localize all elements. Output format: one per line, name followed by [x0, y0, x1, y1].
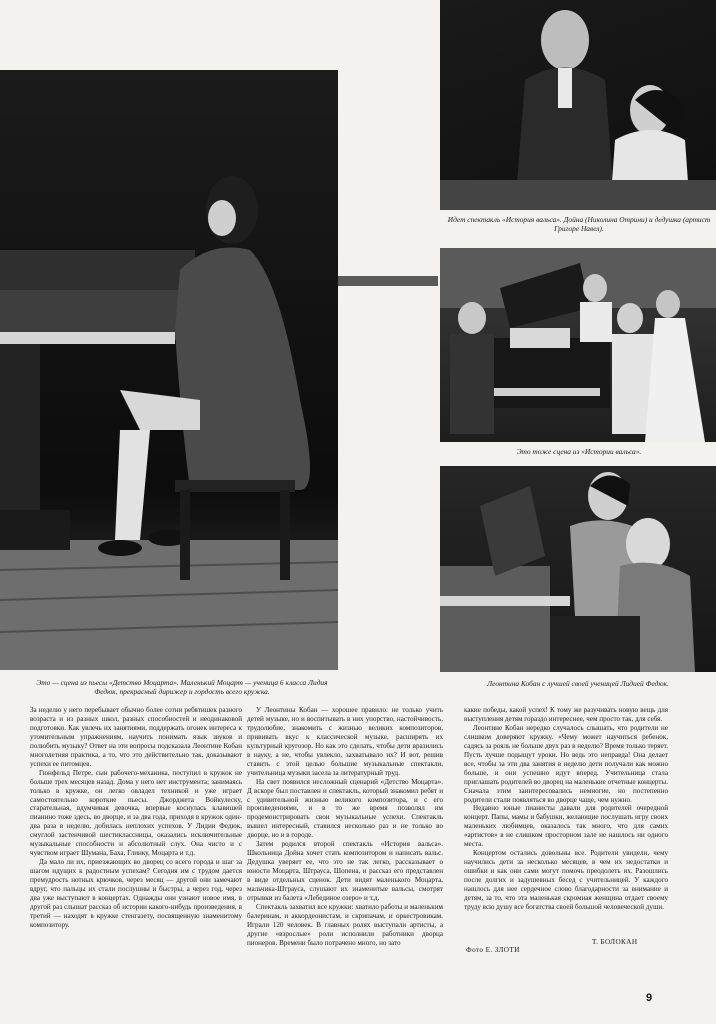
- paragraph: Недавно юные пианисты давали для родителей очередной концерт. Папы, мамы и бабушки, желающие послушать игру своих маленьких любимцев, оказалось так много, что для самих «артистов» в не слишком просторном зале не нашлось ни одного места.: [464, 804, 668, 849]
- photo-teacher-with-student: [440, 466, 716, 672]
- paragraph: Гюнфельд Петре, сын рабочего-механика, поступил в кружок не больше трех месяцев назад. Дома у него нет инструмента; занимаясь только в кружке, он легко овладел техникой и уже играет самостоятельно короткие пьесы. Джорджета Войкулеску, старательная, вдумчивая девочка, впервые коснулась клавишей пианино тоже здесь, во дворце, и за два года, приходя в кружок один-два раза в неделю, добилась неплохих успехов. У Лидии Федюк, смуглой застенчивой шестиклассницы, оказались исключительные музыкальные способности и абсолютный слух. Она чисто и с чувством играет Шумана, Баха, Глинку, Моцарта и т.д.: [30, 768, 242, 858]
- paragraph: Леонтине Кобан нередко случалось слышать, что родители не слишком доверяют кружку. «Чему может научиться ребенок, садясь за рояль не больше двух раз в неделю? Время только теряет. Пусть лучше подыщут уроки. Но ведь это неправда! Она делает все, чтобы за эти два занятия в неделю дети получали как можно больше, и они успешно идут вперед. Учительница стала приглашать родителей во дворец на маленькие отчетные концерты. Сначала этим заинтересовались немногие, но постепенно родители стали появляться во дворце чаще, чем нужно.: [464, 723, 668, 804]
- middle-right-caption: Это тоже сцена из «Истории вальса».: [516, 447, 642, 456]
- photo-waltz-scene-group: [440, 248, 716, 442]
- paragraph: На свет появился несложный сценарий «Детство Моцарта». Д вскоре был поставлен и спектакль, который знакомил ребят и с удивительной жизнью великого композитора, и с его произведениями, и в то же время позволял им продемонстрировать свои музыкальные успехи. Спектакль вышел интересный, ставился несколько раз и не только во дворце, но и в городе.: [247, 777, 443, 840]
- top-right-caption: Идет спектакль «История вальса». Дойна (Николина Отрини) и дедушка (артист Григоре Навел).: [447, 215, 711, 233]
- paragraph: какие победы, какой успех! К тому же разучивать новую вещь для выступления детям гораздо интереснее, чем просто так, для себя.: [464, 706, 668, 723]
- photo-credit: Фото Е. ЗЛОТИ: [466, 946, 520, 954]
- main-photo-caption: Это — сцена из пьесы «Детство Моцарта». Маленький Моцарт — ученица 6 класса Лидия Федюк, прекрасный дирижер и гордость всего кружка.: [36, 678, 328, 696]
- decorative-band: [338, 276, 438, 286]
- paragraph: Да мало ли их, приезжающих во дворец со всего города и шаг за шагом идущих к радостным успехам? Сегодня им с трудом дается премудрость нотных крючков, через месяц — другой они замечают вдруг, что пальцы их стали послушны и быстры, а через год, через два уже выступают в концертах. Однажды они узнают новое имя, в другой раз слышат рассказ об истории какого-нибудь произведения, в третий — находят в кружке стенгазету, посвященную знаменитому композитору.: [30, 858, 242, 929]
- paragraph: У Леонтины Кобан — хорошее правило: не только учить детей музыке, но и воспитывать в них упорство, настойчивость, трудолюбие, знакомить с жизнью великих композиторов, прививать вкус к классической музыке, расширять их культурный кругозор. Но как это сделать, чтобы дети вразились в науку, а не, чтобы увлекло, захватывало их? И вот, решив ставить с этой целью большие музыкальные спектакли, учительница музыки засела за литературный труд.: [247, 706, 443, 777]
- paragraph: За неделю у него перебывает обычно более сотни ребятишек разного возраста и из разных школ, разных способностей и неодинаковой подготовки. Как увлечь их занятиями, поддержать огонек интереса к утомительным упражнениям, научить понимать язык звуков и полюбить музыку? Ответ на эти вопросы подсказала Леонтине Кобан многолетняя практика, а то, что это действительно так, доказывают успехи ее питомцев.: [30, 706, 242, 768]
- author-credit: Т. БОЛОКАН: [592, 938, 638, 946]
- page-number: 9: [646, 992, 653, 1004]
- paragraph: Затем родился второй спектакль «История вальса». Школьница Дойна хочет стать композитором и написать вальс. Дедушка уверяет ее, что это не так легко, рассказывает о юности Моцарта, Штрауса, Шопена, и рассказ его представлен в виде отдельных сценок. Дети видят маленького Моцарта, мальчика-Штрауса, слушают их знаменитые вальсы, смотрят отрывки из балета «Лебединое озеро» и т.д.: [247, 840, 443, 903]
- photo-history-of-waltz-grandfather: [440, 0, 716, 210]
- article-column-left: [30, 706, 242, 962]
- main-photo-mozart-scene: [0, 70, 338, 670]
- article-column-right: [464, 706, 668, 934]
- paragraph: Концертом остались довольны все. Родители увидели, чему научились дети за несколько месяцев, в чем их недостатки и ошибки и как они сами могут помочь преодолеть их. Разошлись после долгих и задушевных бесед с учительницей. У каждого нашлось для нее сердечное слово благодарности за внимание и детям, за то, что эта маленькая скромная женщина отдает своему труду всю душу все богатства своей большой человеческой души.: [464, 849, 668, 911]
- paragraph: Спектакль захватил все кружки: хватило работы и маленьким балеринам, и аккордеонистам, и скрипачам, и оркестровикам. Играли 120 человек. В главных ролях выступали артисты, а другие «взрослые» роли исполнили работники дворца пионеров. Времени было потрачено много, но зато: [247, 902, 443, 947]
- bottom-right-caption: Леонтина Кобан с лучшей своей ученицей Лидией Федюк.: [487, 679, 669, 688]
- article-column-middle: [247, 706, 443, 962]
